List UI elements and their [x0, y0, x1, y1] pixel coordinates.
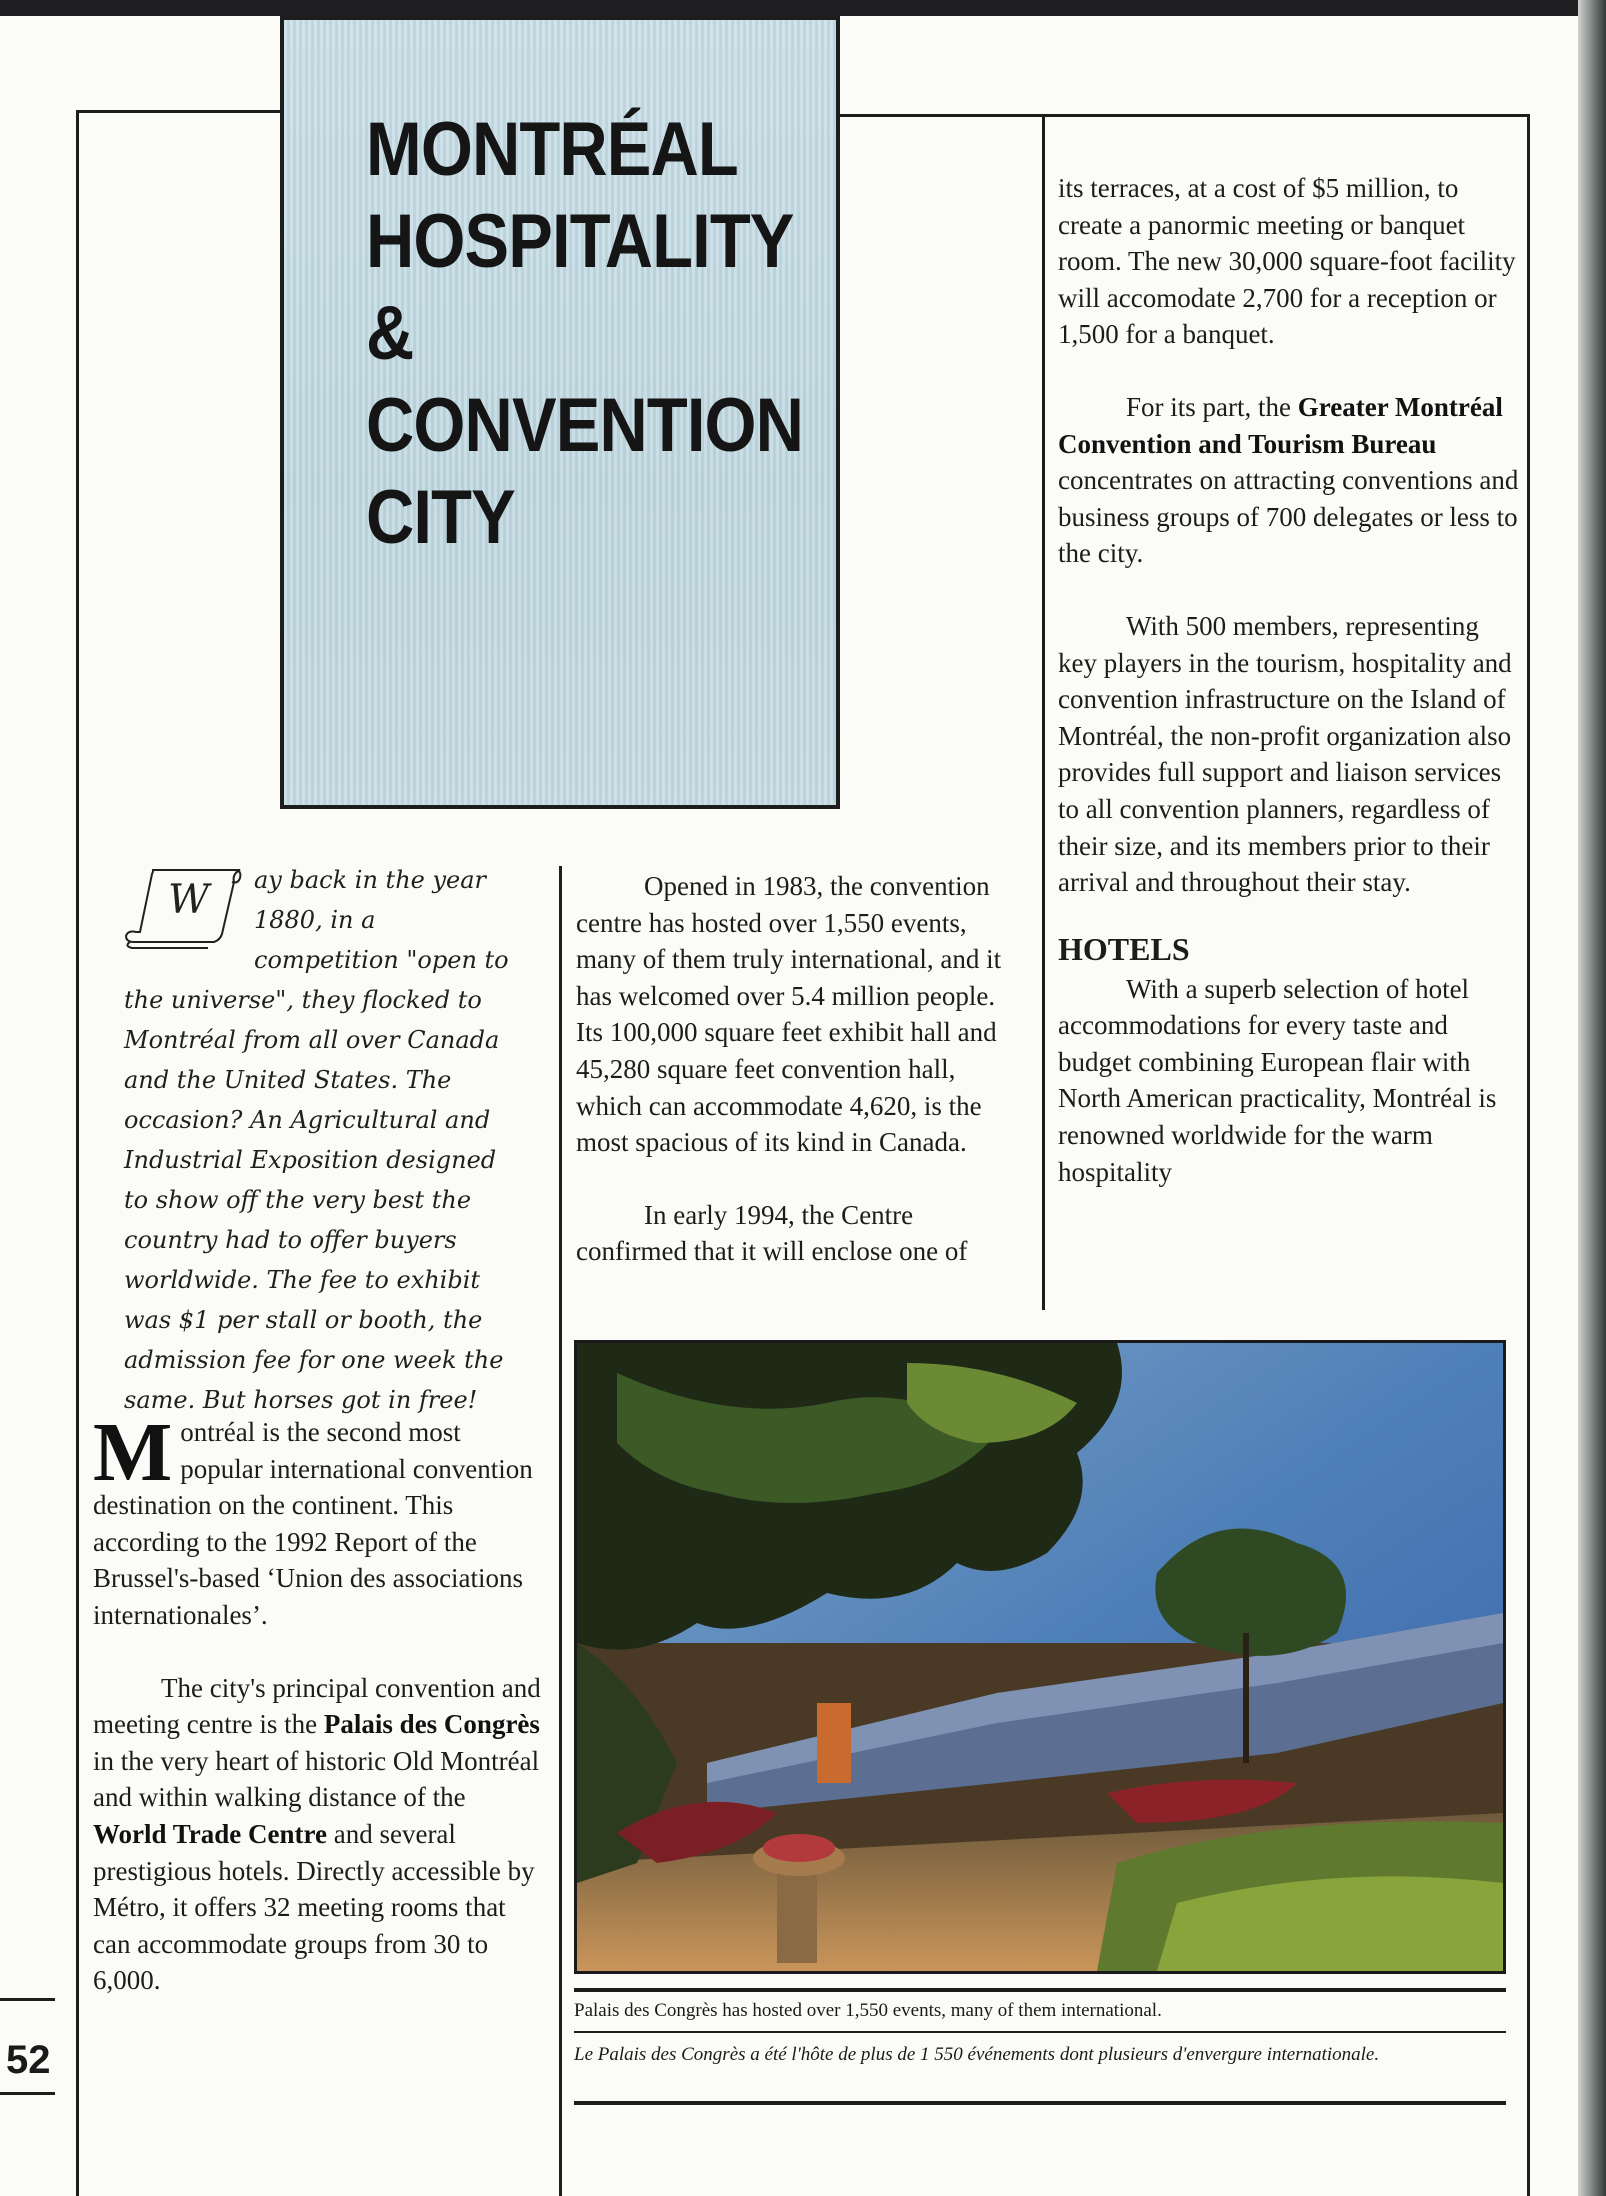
col3-divider — [1042, 114, 1045, 1310]
col3-paragraph-4: With a superb selection of hotel accommodations for every taste and budget combining European flair with North American practicality, Montréal is renowned worldwide for the warm hospitality — [1058, 973, 1497, 1187]
col1-p2-bold-wtc: World Trade Centre — [93, 1818, 327, 1849]
intro-initial: W — [168, 877, 210, 923]
title-line-3: & — [366, 291, 414, 376]
column-3 — [1058, 170, 1520, 1226]
title-line-1: MONTRÉAL — [366, 107, 738, 192]
page-number: 52 — [6, 2038, 51, 2082]
col1-p2-c: in the very heart of historic Old Montréal and within walking distance of the — [93, 1745, 540, 1813]
intro-text: ay back in the year 1880, in a competition "open to the universe", they flocked to Montréal from all over Canada and the United States. The occasion? An Agricultural and Industrial Exposition designed to show off the very best the country had to offer buyers worldwide. The fee to exhibit was $1 per stall or booth, the admission fee for one week the same. But horses got in free! — [124, 866, 509, 1414]
scroll-initial-icon — [122, 860, 246, 952]
col1-p2-e: and several prestigious hotels. Directly accessible by Métro, it offers 32 meeting rooms that can accommodate groups from 30 to 6,000. — [93, 1818, 535, 1996]
caption-english: Palais des Congrès has hosted over 1,550 events, many of them international. — [574, 2000, 1162, 2021]
title-panel — [280, 16, 840, 809]
col2-paragraph-1: Opened in 1983, the convention centre has hosted over 1,550 events, many of them truly international, and it has welcomed over 5.4 million people. Its 100,000 square feet exhibit hall and 45,280 square feet convention hall, which can accommodate 4,620, is the most spacious of its kind in Canada. — [576, 871, 1002, 1158]
title-line-5: CITY — [366, 475, 515, 560]
col3-paragraph-1: its terraces, at a cost of $5 million, to create a panormic meeting or banquet room. The new 30,000 square-foot facility will accomodate 2,700 for a reception or 1,500 for a banquet. — [1058, 173, 1516, 350]
caption-rule-bottom — [574, 2101, 1506, 2105]
caption-rule-top — [574, 1988, 1506, 1992]
col3-paragraph-2 — [1058, 389, 1520, 572]
col1-paragraph-2 — [93, 1670, 543, 1999]
intro-paragraph — [124, 860, 516, 1420]
drop-cap: M — [93, 1406, 173, 1499]
title-line-4: CONVENTION — [366, 383, 804, 468]
col1-p2-bold-palais: Palais des Congrès — [323, 1709, 540, 1740]
frame-left — [76, 110, 79, 2196]
col2-paragraph-2: In early 1994, the Centre confirmed that it will enclose one of — [576, 1199, 968, 1267]
caption-french: Le Palais des Congrès a été l'hôte de plus de 1 550 événements dont plusieurs d'envergure internationale. — [574, 2044, 1380, 2065]
binding-spine — [1578, 0, 1606, 2196]
frame-right — [1527, 114, 1530, 2196]
col3-paragraph-3: With 500 members, representing key players in the tourism, hospitality and convention infrastructure on the Island of Montréal, the non-profit organization also provides full support and liaison services to all convention planners, regardless of their size, and its members prior to their arrival and throughout their stay. — [1058, 610, 1512, 898]
pagenum-bottom-rule — [0, 2092, 55, 2095]
col1-p1-text: ontréal is the second most popular international convention destination on the continent. This according to the 1992 Report of the Brussel's-based ‘Union des associations internationales’. — [93, 1417, 533, 1630]
article-title — [366, 104, 803, 564]
col3-p2-bold-bureau: Greater Montréal Convention and Tourism Bureau — [1058, 391, 1503, 459]
col3-p2-a: For its part, the — [1126, 391, 1298, 422]
col1-paragraph-1 — [93, 1406, 543, 1634]
column-2 — [576, 868, 1018, 1306]
palais-des-congres-photo — [574, 1340, 1506, 1974]
title-line-2: HOSPITALITY — [366, 199, 794, 284]
caption-rule-middle — [574, 2031, 1506, 2033]
col3-p2-c: concentrates on attracting conventions and business groups of 700 delegates or less to the city. — [1058, 465, 1519, 569]
column-1 — [93, 1406, 543, 2035]
scan-top-edge — [0, 0, 1606, 16]
frame-top-right — [838, 114, 1530, 117]
hotels-heading: HOTELS — [1058, 930, 1190, 967]
pagenum-top-rule — [0, 1998, 55, 2001]
col2-divider — [559, 866, 562, 2196]
frame-top-left — [78, 110, 282, 113]
col1-p2-a: The city's principal convention and meeting centre is the — [93, 1672, 541, 1740]
